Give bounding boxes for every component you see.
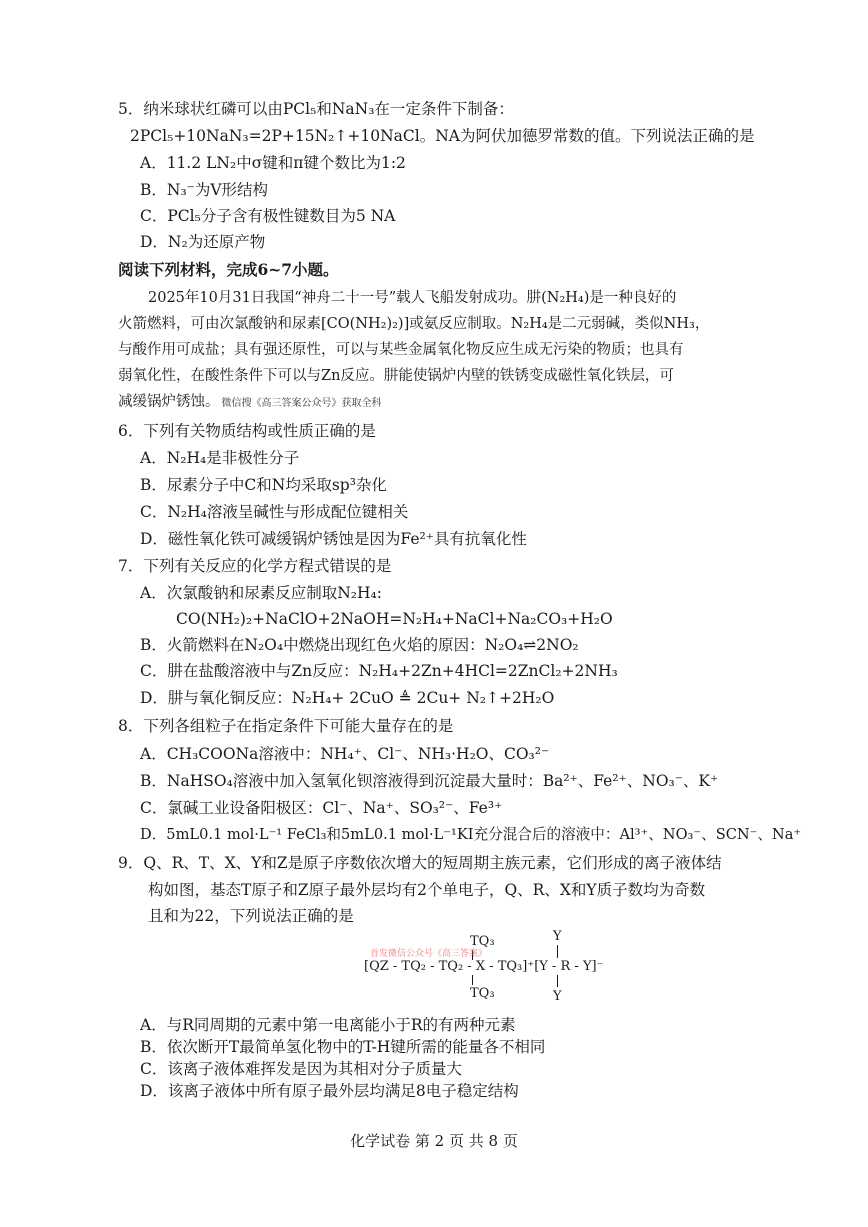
q8-option-b: B．NaHSO₄溶液中加入氢氧化钡溶液得到沉淀最大量时：Ba²⁺、Fe²⁺、NO₃⁻、K⁺: [140, 772, 719, 790]
q6-option-d: D．磁性氧化铁可减缓锅炉锈蚀是因为Fe²⁺具有抗氧化性: [140, 530, 527, 548]
structure-top-label: TQ₃: [470, 934, 495, 949]
q8-stem: 8．下列各组粒子在指定条件下可能大量存在的是: [118, 717, 454, 735]
q9-option-d: D．该离子液体中所有原子最外层均满足8电子稳定结构: [140, 1082, 519, 1100]
page-footer: 化学试卷 第 2 页 共 8 页: [350, 1132, 518, 1150]
q5-option-a: A．11.2 LN₂中σ键和π键个数比为1:2: [140, 154, 406, 172]
structure-anion-top-bond: [557, 945, 558, 958]
q8-option-a: A．CH₃COONa溶液中：NH₄⁺、Cl⁻、NH₃·H₂O、CO₃²⁻: [140, 745, 550, 763]
q7-option-c: C．肼在盐酸溶液中与Zn反应：N₂H₄+2Zn+4HCl=2ZnCl₂+2NH₃: [140, 662, 618, 680]
q7-stem: 7．下列有关反应的化学方程式错误的是: [118, 557, 392, 575]
q9-option-a: A．与R同周期的元素中第一电离能小于R的有两种元素: [140, 1016, 516, 1034]
reading-line-5-text: 减缓锅炉锈蚀。: [118, 394, 220, 410]
structure-anion-bottom: Y: [553, 989, 562, 1004]
q9-stem-line-3: 且和为22，下列说法正确的是: [148, 907, 354, 925]
q8-option-c: C．氯碱工业设备阳极区：Cl⁻、Na⁺、SO₃²⁻、Fe³⁺: [140, 799, 503, 817]
q5-option-d: D．N₂为还原产物: [140, 233, 266, 251]
q7-option-b: B．火箭燃料在N₂O₄中燃烧出现红色火焰的原因：N₂O₄⇌2NO₂: [140, 636, 579, 654]
q6-stem: 6．下列有关物质结构或性质正确的是: [118, 422, 376, 440]
q5-option-b: B．N₃⁻为V形结构: [140, 181, 269, 199]
q5-stem-equation: 2PCl₅+10NaN₃=2P+15N₂↑+10NaCl。NA为阿伏加德罗常数的值。下列说法正确的是: [130, 127, 755, 145]
structure-watermark: 首发微信公众号《高三答案》: [370, 949, 488, 959]
structure-anion-bottom-bond: [557, 975, 558, 987]
q6-option-c: C．N₂H₄溶液呈碱性与形成配位键相关: [140, 503, 409, 521]
structure-bottom-label: TQ₃: [470, 986, 495, 1001]
q9-stem-line-1: 9．Q、R、T、X、Y和Z是原子序数依次增大的短周期主族元素，它们形成的离子液体结: [118, 854, 722, 872]
reading-watermark: 微信搜《高三答案公众号》获取全科: [221, 398, 382, 409]
q9-stem-line-2: 构如图，基态T原子和Z原子最外层均有2个单电子，Q、R、X和Y质子数均为奇数: [148, 881, 706, 899]
q5-stem: 5．纳米球状红磷可以由PCl₅和NaN₃在一定条件下制备：: [118, 100, 514, 118]
reading-heading: 阅读下列材料，完成6~7小题。: [118, 260, 339, 279]
structure-bottom-bond: [472, 975, 473, 985]
reading-line-3: 与酸作用可成盐；具有强还原性，可以与某些金属氧化物反应生成无污染的物质；也具有: [118, 342, 684, 358]
reading-line-5: [118, 392, 382, 414]
q8-option-d: D．5mL0.1 mol·L⁻¹ FeCl₃和5mL0.1 mol·L⁻¹KI充分混合后的溶液中：Al³⁺、NO₃⁻、SCN⁻、Na⁺: [140, 826, 802, 843]
structure-anion-top: Y: [553, 929, 562, 944]
q9-option-c: C．该离子液体难挥发是因为其相对分子质量大: [140, 1060, 462, 1078]
reading-line-2: 火箭燃料，可由次氯酸钠和尿素[CO(NH₂)₂)]或氨反应制取。N₂H₄是二元弱碱，类似NH₃，: [118, 316, 710, 332]
q6-option-b: B．尿素分子中C和N均采取sp³杂化: [140, 476, 387, 494]
q6-option-a: A．N₂H₄是非极性分子: [140, 449, 300, 467]
q5-option-c: C．PCl₅分子含有极性键数目为5 NA: [140, 207, 396, 225]
reading-line-1: 2025年10月31日我国“神舟二十一号”载人飞船发射成功。肼(N₂H₄)是一种良好的: [148, 290, 677, 306]
reading-line-4: 弱氧化性，在酸性条件下可以与Zn反应。肼能使锅炉内壁的铁锈变成磁性氧化铁层，可: [118, 368, 674, 384]
structure-main-chain: [QZ - TQ₂ - TQ₂ - X - TQ₃]⁺[Y - R - Y]⁻: [364, 959, 604, 974]
q7-option-a: A．次氯酸钠和尿素反应制取N₂H₄:: [140, 584, 382, 602]
q9-option-b: B．依次断开T最简单氢化物中的T-H键所需的能量各不相同: [140, 1038, 546, 1056]
q7-option-d: D．肼与氧化铜反应：N₂H₄+ 2CuO ≜ 2Cu+ N₂↑+2H₂O: [140, 689, 555, 707]
q7-option-a-equation: CO(NH₂)₂+NaClO+2NaOH=N₂H₄+NaCl+Na₂CO₃+H₂O: [176, 610, 613, 628]
